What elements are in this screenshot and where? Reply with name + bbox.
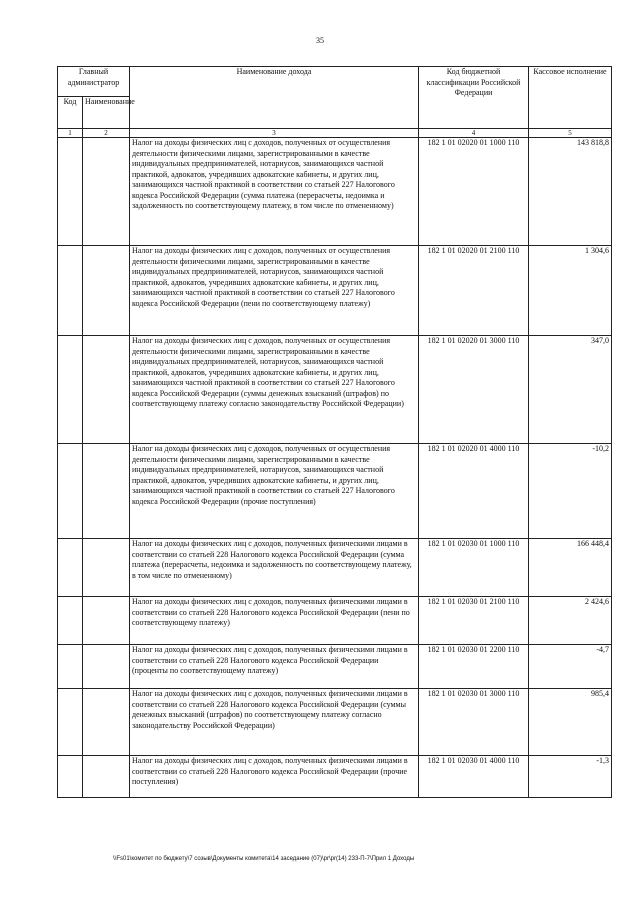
admin-name-cell: [83, 756, 130, 798]
budget-code-cell: 182 1 01 02030 01 1000 110: [419, 539, 529, 597]
table-row: [58, 597, 612, 645]
amount-cell: 143 818,8: [529, 138, 612, 246]
admin-code-cell: [58, 597, 83, 645]
admin-name-cell: [83, 539, 130, 597]
amount-cell: 166 448,4: [529, 539, 612, 597]
budget-code-cell: 182 1 01 02030 01 2200 110: [419, 645, 529, 689]
income-name-cell: Налог на доходы физических лиц с доходов, полученных физическими лицами в соответствии со статьей 228 Налогового кодекса Российской Федерации (прочие поступления): [130, 756, 419, 798]
page-number: 35: [316, 36, 324, 45]
column-number: 5: [529, 129, 612, 138]
admin-name-header: Наименование: [83, 97, 130, 129]
income-name-cell: Налог на доходы физических лиц с доходов, полученных от осуществления деятельности физическими лицами, зарегистрированными в качестве индивидуальных предпринимателей, нотариусов, занимающихся частной практикой, адвокатов, учредивших адвокатские кабинеты, и других лиц, занимающихся частной практикой в соответствии со статьей 227 Налогового кодекса Российской Федерации (сумма платежа (перерасчеты, недоимка и задолженность по соответствующему платежу, в том числе по отмененному): [130, 138, 419, 246]
admin-name-cell: [83, 689, 130, 756]
amount-cell: -1,3: [529, 756, 612, 798]
admin-code-cell: [58, 336, 83, 444]
budget-code-cell: 182 1 01 02030 01 4000 110: [419, 756, 529, 798]
table-row: [58, 689, 612, 756]
income-name-cell: Налог на доходы физических лиц с доходов, полученных физическими лицами в соответствии со статьей 228 Налогового кодекса Российской Федерации (проценты по соответствующему платежу): [130, 645, 419, 689]
admin-code-cell: [58, 539, 83, 597]
table-row: [58, 645, 612, 689]
admin-name-cell: [83, 336, 130, 444]
income-name-cell: Налог на доходы физических лиц с доходов, полученных от осуществления деятельности физическими лицами, зарегистрированными в качестве индивидуальных предпринимателей, нотариусов, занимающихся частной практикой, адвокатов, учредивших адвокатские кабинеты, и других лиц, занимающихся частной практикой в соответствии со статьей 227 Налогового кодекса Российской Федерации (суммы денежных взысканий (штрафов) по соответствующему платежу согласно законодательству Российской Федерации): [130, 336, 419, 444]
amount-cell: -4,7: [529, 645, 612, 689]
admin-code-cell: [58, 756, 83, 798]
budget-code-cell: 182 1 01 02030 01 2100 110: [419, 597, 529, 645]
table-row: [58, 756, 612, 798]
budget-code-cell: 182 1 01 02020 01 3000 110: [419, 336, 529, 444]
admin-name-cell: [83, 138, 130, 246]
amount-cell: 347,0: [529, 336, 612, 444]
budget-code-cell: 182 1 01 02020 01 2100 110: [419, 246, 529, 336]
column-number: 1: [58, 129, 83, 138]
code-header: Код: [58, 97, 83, 129]
file-path-footer: \\Fs01\комитет по бюджету\7 созыв\Документы комитета\14 заседание (07)\pr\pr(14) 233-П-7\Прил 1 Доходы: [113, 856, 415, 862]
income-name-cell: Налог на доходы физических лиц с доходов, полученных физическими лицами в соответствии со статьей 228 Налогового кодекса Российской Федерации (суммы денежных взысканий (штрафов) по соответствующему платежу согласно законодательству Российской Федерации): [130, 689, 419, 756]
admin-code-cell: [58, 444, 83, 539]
admin-name-cell: [83, 246, 130, 336]
income-name-cell: Налог на доходы физических лиц с доходов, полученных физическими лицами в соответствии со статьей 228 Налогового кодекса Российской Федерации (сумма платежа (перерасчеты, недоимка и задолженность по соответствующему платежу, в том числе по отмененному): [130, 539, 419, 597]
column-number: 3: [130, 129, 419, 138]
amount-cell: 985,4: [529, 689, 612, 756]
income-name-cell: Налог на доходы физических лиц с доходов, полученных от осуществления деятельности физическими лицами, зарегистрированными в качестве индивидуальных предпринимателей, нотариусов, занимающихся частной практикой, адвокатов, учредивших адвокатские кабинеты, и других лиц, занимающихся частной практикой в соответствии со статьей 227 Налогового кодекса Российской Федерации (прочие поступления): [130, 444, 419, 539]
admin-code-cell: [58, 138, 83, 246]
amount-cell: -10,2: [529, 444, 612, 539]
admin-code-cell: [58, 246, 83, 336]
amount-cell: 1 304,6: [529, 246, 612, 336]
income-name-cell: Налог на доходы физических лиц с доходов, полученных физическими лицами в соответствии со статьей 228 Налогового кодекса Российской Федерации (пени по соответствующему платежу): [130, 597, 419, 645]
column-number: 4: [419, 129, 529, 138]
budget-code-cell: 182 1 01 02030 01 3000 110: [419, 689, 529, 756]
admin-name-cell: [83, 444, 130, 539]
table-row: [58, 444, 612, 539]
income-name-header: Наименование дохода: [130, 67, 419, 129]
admin-name-cell: [83, 645, 130, 689]
main-admin-header: Главный администратор: [58, 67, 130, 97]
column-number: 2: [83, 129, 130, 138]
table-row: [58, 246, 612, 336]
budget-code-cell: 182 1 01 02020 01 1000 110: [419, 138, 529, 246]
table-row: [58, 336, 612, 444]
amount-cell: 2 424,6: [529, 597, 612, 645]
admin-code-cell: [58, 645, 83, 689]
cash-execution-header: Кассовое исполнение: [529, 67, 612, 129]
admin-code-cell: [58, 689, 83, 756]
income-name-cell: Налог на доходы физических лиц с доходов, полученных от осуществления деятельности физическими лицами, зарегистрированными в качестве индивидуальных предпринимателей, нотариусов, занимающихся частной практикой, адвокатов, учредивших адвокатские кабинеты, и других лиц, занимающихся частной практикой в соответствии со статьей 227 Налогового кодекса Российской Федерации (пени по соответствующему платежу): [130, 246, 419, 336]
budget-code-header: Код бюджетной классификации Российской Федерации: [419, 67, 529, 129]
budget-code-cell: 182 1 01 02020 01 4000 110: [419, 444, 529, 539]
table-row: [58, 138, 612, 246]
table-row: [58, 539, 612, 597]
income-table: [57, 66, 612, 798]
admin-name-cell: [83, 597, 130, 645]
